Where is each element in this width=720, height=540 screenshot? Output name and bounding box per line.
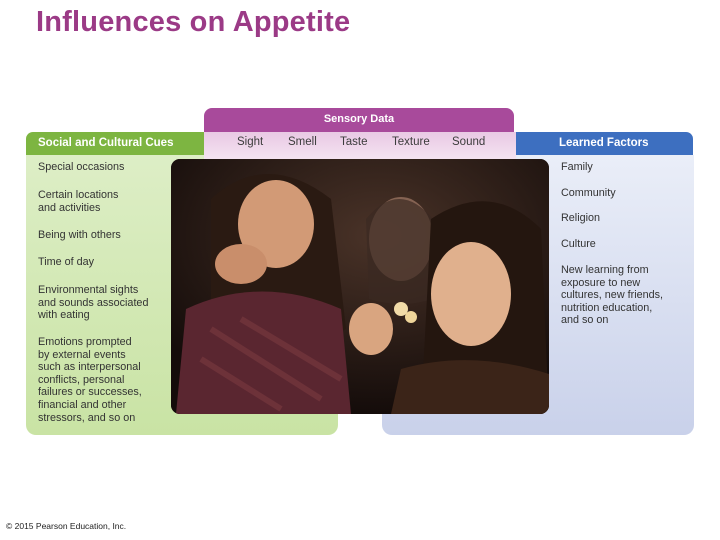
page-title: Influences on Appetite bbox=[36, 6, 351, 38]
social-cue-item: Emotions prompted by external events such as interpersonal conflicts, personal failures or successes, financial and other stressors, and so on bbox=[38, 336, 142, 424]
sense-smell: Smell bbox=[288, 136, 317, 148]
social-cue-item: Being with others bbox=[38, 229, 121, 241]
sense-texture: Texture bbox=[392, 136, 430, 148]
learned-factors-header: Learned Factors bbox=[514, 132, 693, 155]
learned-factor-item: Culture bbox=[561, 238, 596, 250]
sense-sound: Sound bbox=[452, 136, 486, 148]
social-cue-item: Special occasions bbox=[38, 161, 125, 173]
copyright-notice: © 2015 Pearson Education, Inc. bbox=[6, 521, 127, 531]
photo-illustration bbox=[171, 159, 549, 414]
learned-factor-item: New learning from exposure to new cultures, new friends, nutrition education, and so on bbox=[561, 264, 664, 327]
social-cue-item: Certain locations and activities bbox=[38, 189, 119, 214]
social-cues-header: Social and Cultural Cues bbox=[26, 132, 206, 155]
social-cue-item: Time of day bbox=[38, 256, 95, 268]
movie-theater-photo bbox=[171, 159, 549, 414]
social-cue-item: Environmental sights and sounds associated with eating bbox=[38, 284, 149, 322]
learned-factor-item: Family bbox=[561, 161, 593, 173]
sensory-data-header: Sensory Data bbox=[204, 108, 514, 132]
sense-sight: Sight bbox=[237, 136, 264, 148]
learned-factor-item: Community bbox=[561, 187, 616, 199]
sense-taste: Taste bbox=[340, 136, 368, 148]
learned-factor-item: Religion bbox=[561, 212, 601, 224]
